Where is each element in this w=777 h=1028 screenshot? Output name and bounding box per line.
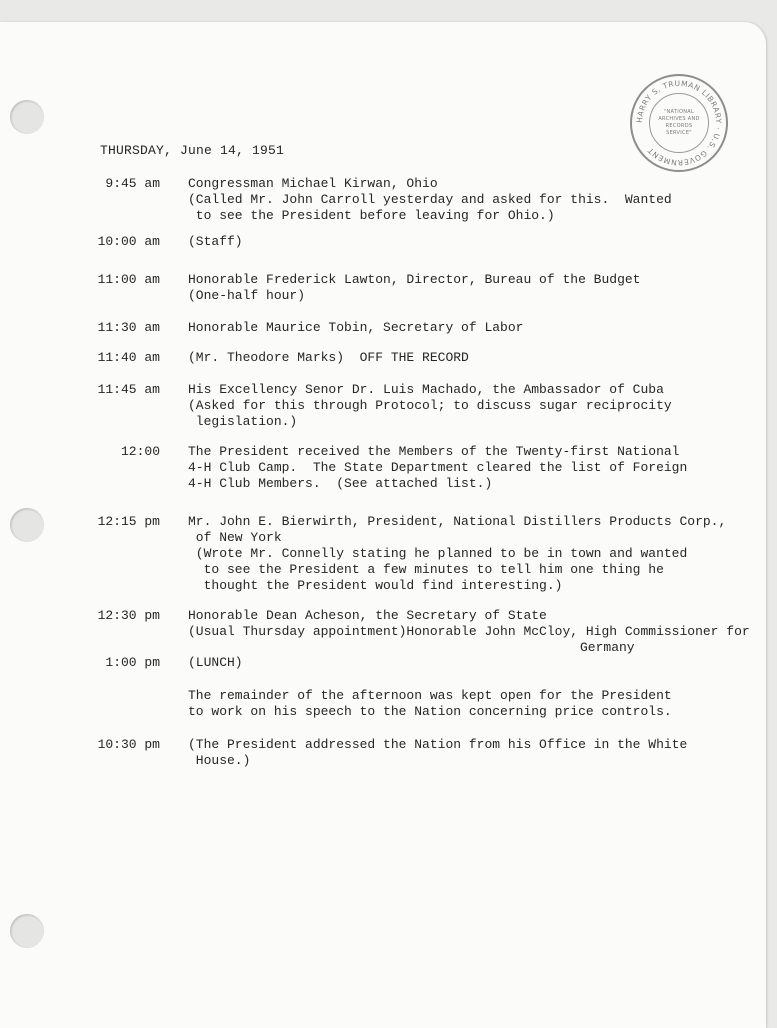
entry-text-line: House.) [188,753,251,768]
entry-text-line: of New York [188,530,282,545]
entry-text-line: Honorable Maurice Tobin, Secretary of Labor [188,320,524,335]
entry-text-line: to see the President a few minutes to tell him one thing he [188,562,664,577]
entry-text-line: Honorable Frederick Lawton, Director, Bureau of the Budget [188,272,641,287]
entry-text-line: Honorable Dean Acheson, the Secretary of State [188,608,547,623]
entry-time: 12:30 pm [97,608,160,623]
entry-time: 10:00 am [97,234,160,249]
entry-time: 12:15 pm [97,514,160,529]
library-stamp [630,74,728,172]
entry-text-line: The President received the Members of the Twenty-first National [188,444,680,459]
stamp-text: RECORDS [665,123,693,129]
entry-text-line: to see the President before leaving for Ohio.) [188,208,555,223]
stamp-text: ARCHIVES AND [658,116,700,122]
entry-text-line: (Wrote Mr. Connelly stating he planned to be in town and wanted [188,546,688,561]
entry-text-line: thought the President would find interesting.) [188,578,563,593]
entry-text-line: Mr. John E. Bierwirth, President, National Distillers Products Corp., [188,514,727,529]
stamp-text: "NATIONAL [663,109,695,115]
stamp-text: SERVICE" [666,130,692,136]
punch-hole [10,100,44,134]
punch-hole [10,914,44,948]
entry-continuation: Germany [580,640,635,655]
svg-text:HARRY S. TRUMAN LIBRARY · U.S. [635,79,723,167]
entry-text-line: legislation.) [188,414,298,429]
entry-text-line: The remainder of the afternoon was kept open for the President [188,688,672,703]
stamp-ring [632,76,726,170]
stamp-ring-text: HARRY S. TRUMAN LIBRARY · U.S. GOVERNMENT [634,78,724,168]
entry-text-line: (Staff) [188,234,243,249]
schedule-date: THURSDAY, June 14, 1951 [100,143,285,158]
entry-text-line: to work on his speech to the Nation concerning price controls. [188,704,672,719]
entry-time: 11:30 am [97,320,160,335]
entry-text-line: Congressman Michael Kirwan, Ohio [188,176,438,191]
punch-hole [10,508,44,542]
entry-time: 11:45 am [97,382,160,397]
entry-time: 1:00 pm [105,655,160,670]
entry-text-line: His Excellency Senor Dr. Luis Machado, the Ambassador of Cuba [188,382,664,397]
entry-time: 11:40 am [97,350,160,365]
entry-text-line: (Mr. Theodore Marks) OFF THE RECORD [188,350,469,365]
entry-time: 11:00 am [97,272,160,287]
document-page [0,22,766,1028]
entry-text-line: (One-half hour) [188,288,306,303]
entry-text-line: (Called Mr. John Carroll yesterday and asked for this. Wanted [188,192,672,207]
entry-time: 9:45 am [105,176,160,191]
entry-text-line: (Usual Thursday appointment)Honorable John McCloy, High Commissioner for [188,624,750,639]
entry-time: 10:30 pm [97,737,160,752]
entry-text-line: (Asked for this through Protocol; to discuss sugar reciprocity [188,398,672,413]
entry-text-line: (The President addressed the Nation from his Office in the White [188,737,688,752]
entry-text-line: 4-H Club Camp. The State Department cleared the list of Foreign [188,460,688,475]
entry-text-line: 4-H Club Members. (See attached list.) [188,476,493,491]
entry-text-line: (LUNCH) [188,655,243,670]
entry-time: 12:00 [120,444,160,459]
